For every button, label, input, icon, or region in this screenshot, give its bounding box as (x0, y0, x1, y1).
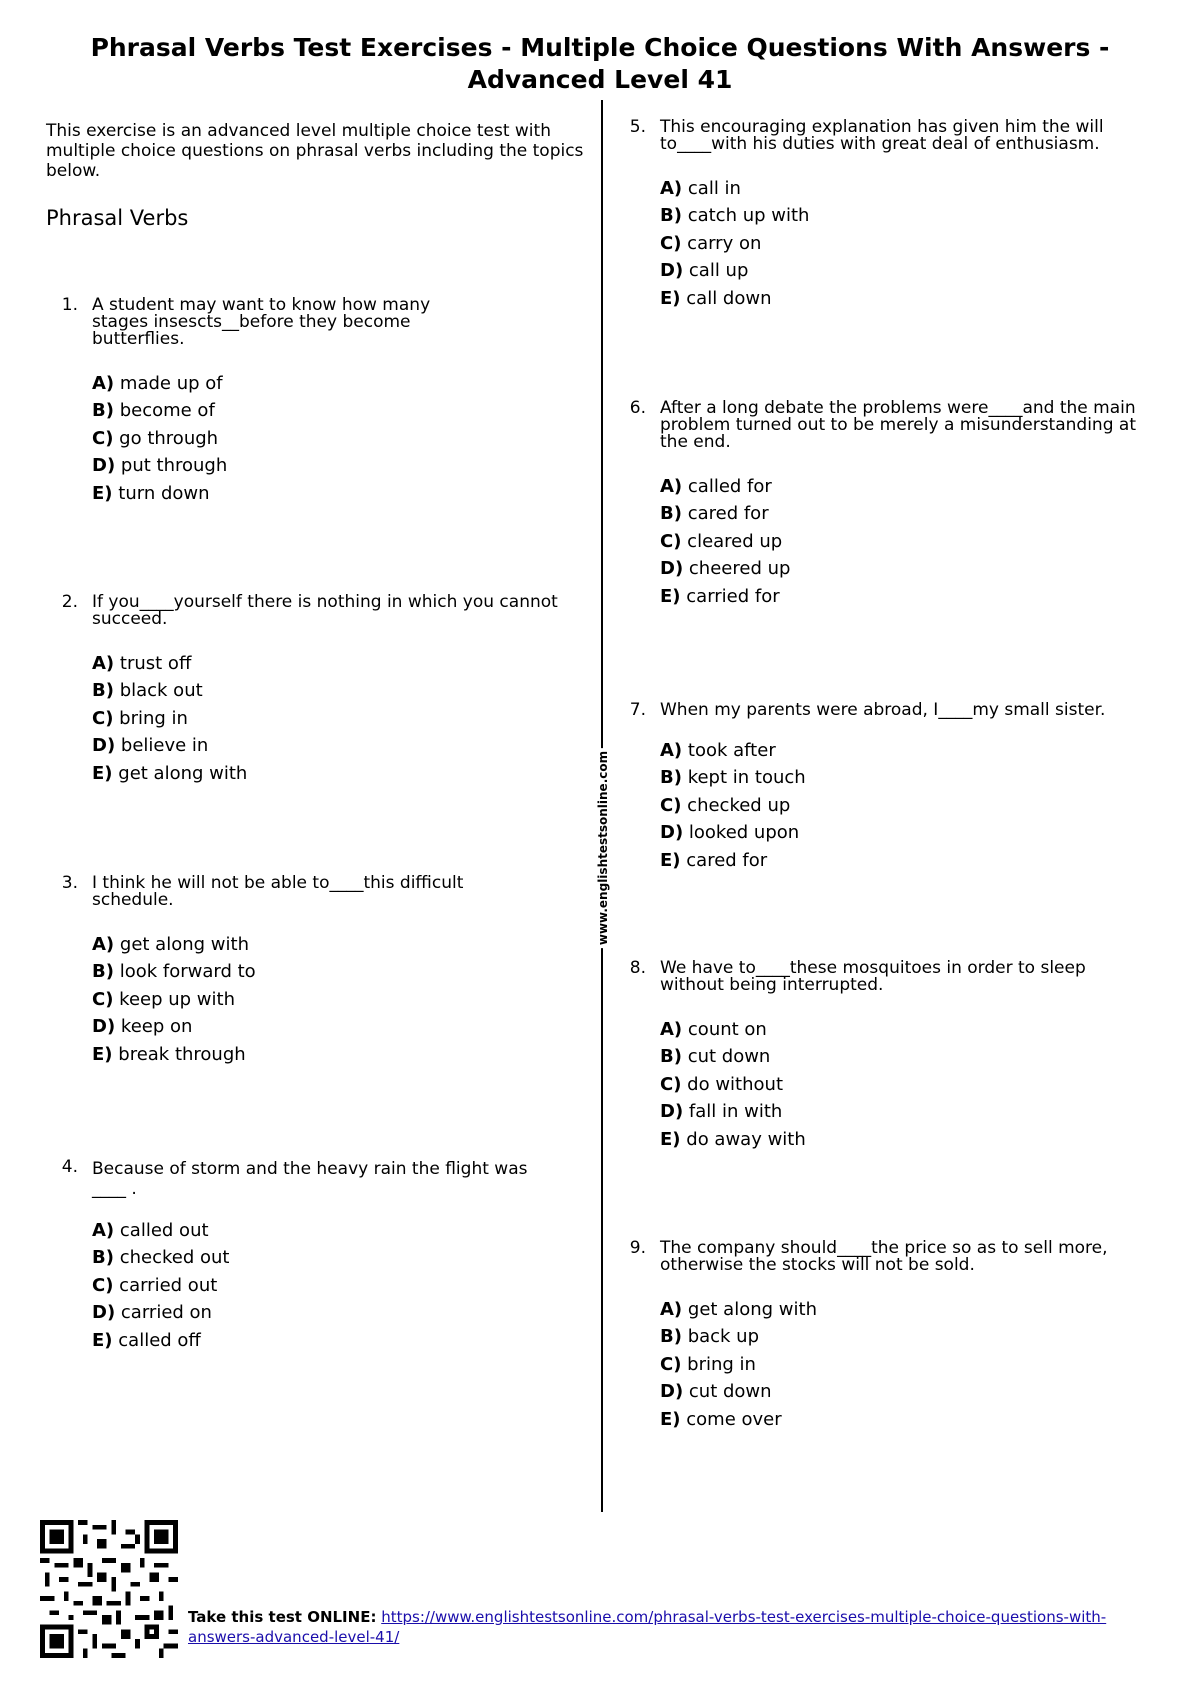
option-a[interactable]: A) get along with (92, 934, 249, 955)
options-list (92, 370, 566, 507)
question-text: We have to____these mosquitoes in order to sleep without being interrupted. (660, 958, 1086, 995)
question-number: 6. (629, 398, 646, 418)
option-e[interactable]: E) do away with (660, 1128, 806, 1150)
option-b[interactable]: B) checked out (92, 1247, 230, 1269)
option-c[interactable]: C) go through (92, 427, 219, 449)
question-number: 4. (61, 1157, 78, 1177)
option-a[interactable]: A) called out (92, 1220, 209, 1241)
option-b[interactable]: B) become of (92, 400, 215, 422)
option-d[interactable]: D) keep on (92, 1016, 193, 1038)
question-5 (624, 119, 1154, 312)
question-8 (624, 960, 1154, 1153)
options-list (92, 650, 566, 787)
option-c[interactable]: C) checked up (660, 794, 791, 816)
option-e[interactable]: E) come over (660, 1408, 782, 1430)
option-a[interactable]: A) count on (660, 1019, 767, 1040)
question-1 (56, 297, 566, 507)
question-text: I think he will not be able to____this difficult schedule. (92, 873, 464, 910)
option-c[interactable]: C) keep up with (92, 988, 235, 1010)
option-a[interactable]: A) call in (660, 178, 741, 199)
option-b[interactable]: B) cared for (660, 503, 769, 525)
online-test-link[interactable]: https://www.englishtestsonline.com/phrasal-verbs-test-exercises-multiple-choice-questions-with-answers-advanced-level-41/ (188, 1608, 1107, 1646)
option-a[interactable]: A) get along with (660, 1299, 817, 1320)
option-e[interactable]: E) carried for (660, 585, 780, 607)
option-b[interactable]: B) black out (92, 680, 203, 702)
option-b[interactable]: B) cut down (660, 1046, 771, 1068)
question-text: If you____yourself there is nothing in which you cannot succeed. (92, 592, 558, 629)
intro-text: This exercise is an advanced level multiple choice test with multiple choice questions on phrasal verbs including the topics below. (46, 121, 584, 181)
question-number: 7. (629, 700, 646, 720)
question-7 (624, 702, 1154, 874)
option-e[interactable]: E) cared for (660, 849, 768, 871)
option-d[interactable]: D) put through (92, 455, 228, 477)
option-d[interactable]: D) carried on (92, 1302, 212, 1324)
question-3 (56, 875, 566, 1068)
section-heading: Phrasal Verbs (46, 206, 189, 230)
option-d[interactable]: D) fall in with (660, 1101, 783, 1123)
question-4 (56, 1159, 566, 1354)
options-list (92, 931, 566, 1068)
question-number: 2. (61, 592, 78, 612)
options-list (660, 737, 1154, 874)
option-c[interactable]: C) bring in (92, 707, 188, 729)
question-text: A student may want to know how many stages insescts__before they become butterflies. (92, 295, 431, 349)
online-test-footer (188, 1607, 1148, 1647)
option-e[interactable]: E) turn down (92, 482, 210, 504)
question-2 (56, 594, 566, 787)
question-number: 8. (629, 958, 646, 978)
option-d[interactable]: D) cheered up (660, 558, 791, 580)
option-e[interactable]: E) call down (660, 287, 772, 309)
option-a[interactable]: A) trust off (92, 653, 192, 674)
option-c[interactable]: C) do without (660, 1073, 783, 1095)
option-c[interactable]: C) carried out (92, 1274, 218, 1296)
options-list (660, 1296, 1154, 1433)
option-a[interactable]: A) made up of (92, 373, 223, 394)
option-b[interactable]: B) kept in touch (660, 767, 806, 789)
options-list (660, 175, 1154, 312)
option-e[interactable]: E) get along with (92, 762, 248, 784)
question-number: 1. (61, 295, 78, 315)
question-number: 3. (61, 873, 78, 893)
question-9 (624, 1240, 1154, 1433)
option-d[interactable]: D) believe in (92, 735, 209, 757)
question-text: Because of storm and the heavy rain the flight was ____ . (92, 1159, 528, 1199)
option-b[interactable]: B) catch up with (660, 205, 810, 227)
question-text: This encouraging explanation has given him the will to____with his duties with great deal of enthusiasm. (660, 117, 1104, 154)
option-b[interactable]: B) look forward to (92, 961, 256, 983)
options-list (660, 1016, 1154, 1153)
options-list (660, 473, 1154, 610)
option-a[interactable]: A) took after (660, 740, 776, 761)
question-text: When my parents were abroad, I____my small sister. (660, 700, 1106, 720)
question-number: 5. (629, 117, 646, 137)
option-c[interactable]: C) carry on (660, 232, 762, 254)
option-a[interactable]: A) called for (660, 476, 772, 497)
option-c[interactable]: C) cleared up (660, 530, 783, 552)
options-list (92, 1217, 566, 1354)
option-e[interactable]: E) break through (92, 1043, 246, 1065)
question-6 (624, 400, 1154, 610)
option-d[interactable]: D) cut down (660, 1381, 772, 1403)
question-number: 9. (629, 1238, 646, 1258)
online-label: Take this test ONLINE: (188, 1608, 377, 1626)
question-text: The company should____the price so as to sell more, otherwise the stocks will not be sold. (660, 1238, 1108, 1275)
question-text: After a long debate the problems were____and the main problem turned out to be merely a misunderstanding at the end. (660, 398, 1136, 452)
option-c[interactable]: C) bring in (660, 1353, 756, 1375)
qr-code-icon (40, 1520, 178, 1658)
option-b[interactable]: B) back up (660, 1326, 760, 1348)
option-d[interactable]: D) call up (660, 260, 749, 282)
option-d[interactable]: D) looked upon (660, 822, 800, 844)
side-watermark-label: www.englishtestsonline.com (596, 748, 610, 948)
option-e[interactable]: E) called off (92, 1329, 201, 1351)
page-title: Phrasal Verbs Test Exercises - Multiple Choice Questions With Answers - Advanced Level 41 (90, 33, 1110, 94)
